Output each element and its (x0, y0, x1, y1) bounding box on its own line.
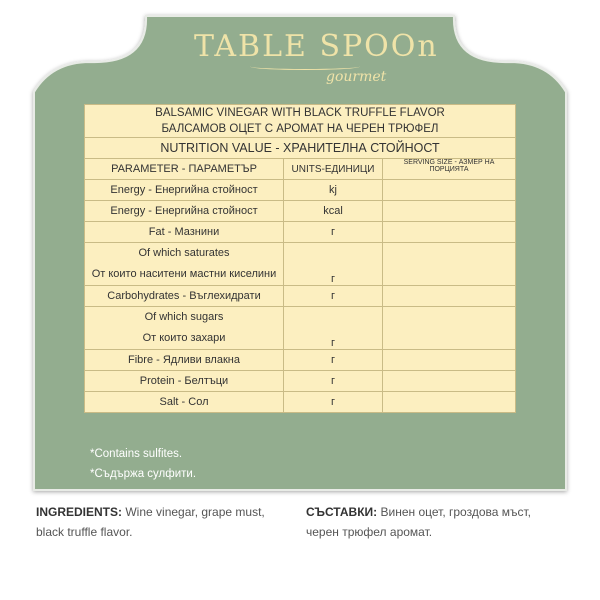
serving-cell (383, 222, 516, 243)
param-cell: Energy - Енергийна стойност (85, 201, 284, 222)
unit-cell: г (284, 350, 383, 371)
serving-cell (383, 350, 516, 371)
note-bg: *Съдържа сулфити. (90, 468, 197, 480)
nutrition-value-row (85, 138, 516, 159)
nutrition-value-heading: NUTRITION VALUE - ХРАНИТЕЛНА СТОЙНОСТ (85, 138, 516, 159)
unit-cell: г (284, 392, 383, 413)
table-row (85, 350, 516, 371)
product-title-en: BALSAMIC VINEGAR WITH BLACK TRUFFLE FLAVOR (155, 107, 445, 119)
serving-cell (383, 371, 516, 392)
serving-cell (383, 180, 516, 201)
unit-cell: kcal (284, 201, 383, 222)
param-cell: Fat - Мазнини (85, 222, 284, 243)
sulfite-notes (90, 444, 196, 484)
table-row (85, 243, 516, 286)
unit-cell: г (284, 222, 383, 243)
ingredients-en-text: Wine vinegar, grape must, black truffle flavor. (36, 505, 265, 539)
table-title-row (85, 105, 516, 138)
table-row (85, 392, 516, 413)
serving-cell (383, 201, 516, 222)
ingredients-bg-label: СЪСТАВКИ: (306, 505, 378, 519)
table-row (85, 286, 516, 307)
unit-cell: kj (284, 180, 383, 201)
unit-cell: г (284, 307, 383, 350)
product-title-bg: БАЛСАМОВ ОЦЕТ С АРОМАТ НА ЧЕРЕН ТРЮФЕЛ (161, 123, 439, 135)
table-row (85, 307, 516, 350)
serving-cell (383, 243, 516, 286)
param-cell: Salt - Сол (85, 392, 284, 413)
header-serving: SERVING SIZE - АЗМЕР НА ПОРЦИЯТА (383, 159, 516, 180)
serving-cell (383, 392, 516, 413)
unit-cell: г (284, 286, 383, 307)
ingredients-bg (306, 502, 546, 542)
logo-sub-text: gourmet (326, 69, 387, 85)
param-cell (85, 243, 284, 286)
header-units: UNITS-ЕДИНИЦИ (284, 159, 383, 180)
ingredients-bg-text: Винен оцет, гроздова мъст, черен трюфел аромат. (306, 505, 531, 539)
serving-cell (383, 286, 516, 307)
table-header-row (85, 159, 516, 180)
note-en: *Contains sulfites. (90, 448, 183, 460)
param-line-bg: От които захари (142, 332, 226, 344)
table-row (85, 371, 516, 392)
logo-brand-text: TABLE SPOOn (194, 29, 439, 64)
param-line-bg: От които наситени мастни киселини (91, 268, 277, 280)
serving-cell (383, 307, 516, 350)
param-cell: Energy - Енергийна стойност (85, 180, 284, 201)
table-row (85, 201, 516, 222)
param-cell: Fibre - Ядливи влакна (85, 350, 284, 371)
header-parameter: PARAMETER - ПАРАМЕТЪР (85, 159, 284, 180)
param-line-en: Of which saturates (138, 247, 230, 259)
nutrition-table (84, 104, 516, 413)
param-line-en: Of which sugars (144, 311, 224, 323)
param-cell: Protein - Белтъци (85, 371, 284, 392)
table-row (85, 222, 516, 243)
ingredients-en (36, 502, 276, 542)
table-row (85, 180, 516, 201)
unit-cell: г (284, 371, 383, 392)
ingredients-en-label: INGREDIENTS: (36, 505, 123, 519)
unit-cell: г (284, 243, 383, 286)
param-cell (85, 307, 284, 350)
param-cell: Carbohydrates - Въглехидрати (85, 286, 284, 307)
brand-logo (180, 25, 439, 95)
